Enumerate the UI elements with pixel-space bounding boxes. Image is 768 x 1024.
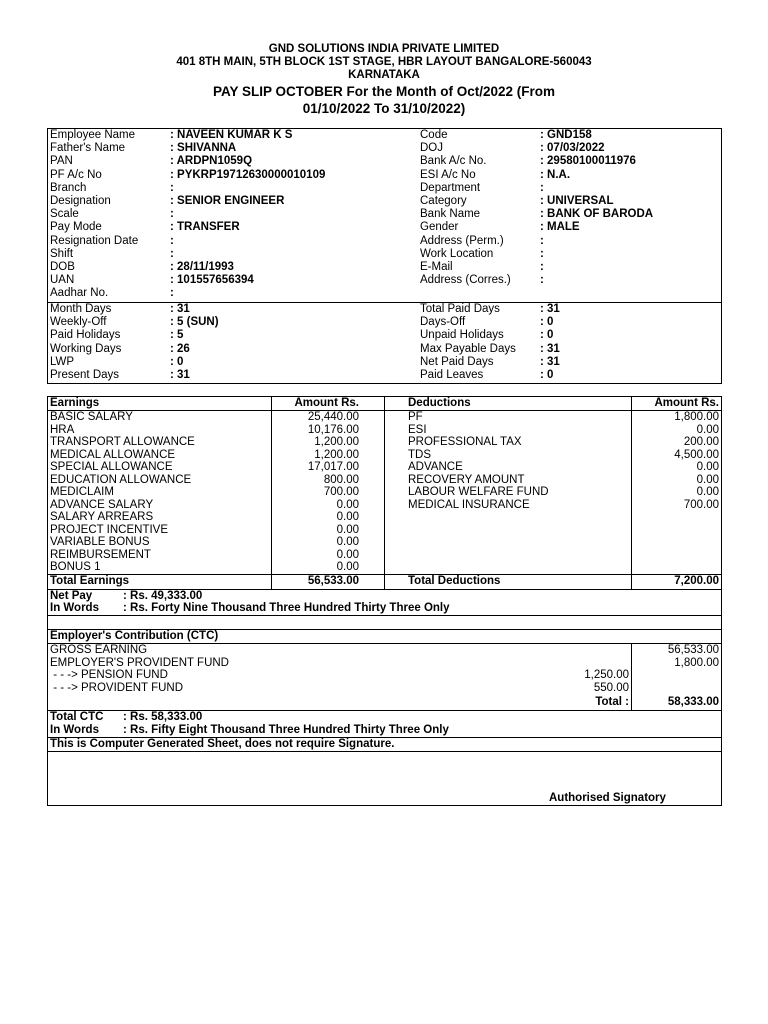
deduction-item-label: TDS: [408, 448, 431, 461]
earning-item-amount: 0.00: [336, 548, 359, 561]
total-ctc-label: Total CTC: [50, 711, 104, 723]
employee-field-label: DOB: [50, 261, 75, 273]
pension-fund-label: - - -> PENSION FUND: [50, 669, 168, 681]
net-pay-words-label: In Words: [50, 602, 99, 614]
attendance-value: : 5: [170, 329, 184, 342]
employer-pf-amount: 1,800.00: [674, 657, 719, 669]
divider: [47, 643, 722, 644]
total-ctc-value: : Rs. 58,333.00: [123, 711, 203, 723]
employee-field-value: : 07/03/2022: [540, 142, 605, 155]
company-state: KARNATAKA: [348, 69, 420, 81]
employee-field-label: Address (Perm.): [420, 234, 504, 247]
employee-field-label: Father's Name: [50, 142, 126, 155]
attendance-value: : 5 (SUN): [170, 316, 219, 329]
total-earnings-label: Total Earnings: [50, 575, 130, 587]
attendance-value: : 31: [170, 303, 190, 315]
deduction-item-label: LABOUR WELFARE FUND: [408, 486, 549, 498]
attendance-label: Total Paid Days: [420, 303, 500, 315]
attendance-label: Max Payable Days: [420, 342, 516, 355]
deduction-item-label: ESI: [408, 423, 427, 436]
earning-item-amount: 700.00: [323, 486, 359, 498]
earning-item-amount: 0.00: [336, 523, 359, 536]
employee-field-value: : SENIOR ENGINEER: [170, 195, 285, 207]
total-deductions-label: Total Deductions: [408, 575, 501, 587]
attendance-label: Days-Off: [420, 316, 466, 329]
earning-item-label: ADVANCE SALARY: [50, 498, 154, 511]
ctc-total-amount: 58,333.00: [667, 696, 719, 708]
employee-field-label: Bank Name: [420, 208, 481, 221]
earning-item-amount: 0.00: [336, 511, 359, 523]
authorised-signatory: Authorised Signatory: [549, 792, 666, 804]
gross-earning-label: GROSS EARNING: [50, 644, 148, 656]
employee-field-value: :: [540, 234, 544, 247]
employee-field-label: Designation: [50, 195, 111, 207]
earning-item-amount: 0.00: [336, 536, 359, 548]
employee-field-label: Branch: [50, 181, 87, 194]
employee-field-value: : 101557656394: [170, 274, 254, 287]
deduction-item-amount: 200.00: [683, 436, 719, 448]
earning-item-label: BONUS 1: [50, 561, 101, 573]
earning-item-label: MEDICLAIM: [50, 486, 114, 498]
employee-field-value: :: [540, 181, 544, 194]
attendance-value: : 0: [540, 316, 554, 329]
employee-field-value: : SHIVANNA: [170, 142, 237, 155]
employee-field-value: : MALE: [540, 221, 580, 234]
attendance-value: : 31: [540, 355, 560, 368]
employee-field-label: PF A/c No: [50, 168, 102, 181]
deductions-amount-header: Amount Rs.: [654, 397, 719, 409]
net-pay-words: : Rs. Forty Nine Thousand Three Hundred Thirty Three Only: [123, 602, 450, 614]
employee-field-value: :: [170, 234, 174, 247]
employee-field-label: Pay Mode: [50, 221, 102, 234]
attendance-label: Net Paid Days: [420, 355, 494, 368]
earnings-header: Earnings: [50, 397, 100, 409]
employee-field-label: Shift: [50, 247, 74, 260]
employer-pf-label: EMPLOYER'S PROVIDENT FUND: [50, 657, 229, 669]
employee-field-label: Scale: [50, 208, 79, 221]
ctc-words-label: In Words: [50, 724, 99, 736]
divider: [47, 574, 722, 575]
employee-field-label: Bank A/c No.: [420, 155, 487, 168]
attendance-label: Unpaid Holidays: [420, 329, 504, 342]
attendance-value: : 31: [540, 303, 560, 315]
earning-item-label: PROJECT INCENTIVE: [50, 523, 168, 536]
attendance-label: Paid Leaves: [420, 369, 484, 381]
deduction-item-amount: 0.00: [696, 486, 719, 498]
divider: [47, 302, 722, 303]
employee-field-label: PAN: [50, 155, 73, 168]
employee-field-label: ESI A/c No: [420, 168, 476, 181]
attendance-label: Working Days: [50, 342, 122, 355]
employee-field-value: : TRANSFER: [170, 221, 240, 234]
employee-field-label: Work Location: [420, 247, 494, 260]
deduction-item-amount: 0.00: [696, 473, 719, 486]
employee-field-value: : ARDPN1059Q: [170, 155, 253, 168]
employee-field-value: :: [540, 261, 544, 273]
payslip-period: 01/10/2022 To 31/10/2022): [302, 101, 466, 116]
employee-field-label: Code: [420, 129, 448, 141]
deduction-item-amount: 0.00: [696, 461, 719, 473]
attendance-value: : 31: [540, 342, 560, 355]
attendance-label: Month Days: [50, 303, 112, 315]
attendance-value: : 0: [540, 369, 554, 381]
earning-item-label: SALARY ARREARS: [50, 511, 154, 523]
ctc-heading: Employer's Contribution (CTC): [50, 630, 219, 642]
employee-field-value: : PYKRP19712630000010109: [170, 168, 326, 181]
employee-field-value: : GND158: [540, 129, 592, 141]
deductions-header: Deductions: [408, 397, 471, 409]
earning-item-amount: 800.00: [323, 473, 359, 486]
employee-field-value: :: [170, 181, 174, 194]
employee-field-label: Address (Corres.): [420, 274, 511, 287]
employee-field-label: Department: [420, 181, 481, 194]
employee-field-label: DOJ: [420, 142, 443, 155]
employee-field-value: : NAVEEN KUMAR K S: [170, 129, 293, 141]
employee-field-label: Aadhar No.: [50, 287, 109, 300]
employee-field-label: Employee Name: [50, 129, 136, 141]
employee-field-value: :: [540, 247, 544, 260]
employee-field-value: : BANK OF BARODA: [540, 208, 654, 221]
earning-item-label: HRA: [50, 423, 75, 436]
earning-item-label: MEDICAL ALLOWANCE: [50, 448, 176, 461]
attendance-value: : 31: [170, 369, 190, 381]
company-address: 401 8TH MAIN, 5TH BLOCK 1ST STAGE, HBR LAYOUT BANGALORE-560043: [176, 56, 592, 68]
company-name: GND SOLUTIONS INDIA PRIVATE LIMITED: [268, 43, 500, 55]
ctc-words: : Rs. Fifty Eight Thousand Three Hundred Thirty Three Only: [123, 724, 449, 736]
employee-field-label: Resignation Date: [50, 234, 139, 247]
attendance-value: : 0: [540, 329, 554, 342]
pension-fund-amount: 1,250.00: [584, 669, 629, 681]
ctc-total-label: Total :: [595, 696, 629, 708]
employee-field-value: :: [170, 247, 174, 260]
employee-field-value: :: [170, 287, 174, 300]
deduction-item-label: PF: [408, 411, 423, 423]
net-pay-label: Net Pay: [50, 590, 93, 602]
employee-field-value: : UNIVERSAL: [540, 195, 614, 207]
attendance-label: LWP: [50, 355, 75, 368]
employee-field-label: UAN: [50, 274, 75, 287]
employee-field-label: Category: [420, 195, 467, 207]
deduction-item-label: PROFESSIONAL TAX: [408, 436, 522, 448]
earning-item-amount: 1,200.00: [314, 436, 359, 448]
deduction-item-label: ADVANCE: [408, 461, 463, 473]
net-pay-value: : Rs. 49,333.00: [123, 590, 203, 602]
deduction-item-amount: 1,800.00: [674, 411, 719, 423]
provident-fund-amount: 550.00: [593, 682, 629, 694]
earning-item-amount: 17,017.00: [307, 461, 359, 473]
earnings-amount-header: Amount Rs.: [294, 397, 359, 409]
employee-field-value: :: [170, 208, 174, 221]
computer-generated-note: This is Computer Generated Sheet, does not require Signature.: [50, 738, 395, 750]
employee-field-value: : N.A.: [540, 168, 571, 181]
earning-item-label: TRANSPORT ALLOWANCE: [50, 436, 195, 448]
earning-item-label: VARIABLE BONUS: [50, 536, 150, 548]
employee-field-label: E-Mail: [420, 261, 453, 273]
earning-item-label: EDUCATION ALLOWANCE: [50, 473, 192, 486]
divider: [384, 396, 385, 589]
earning-item-amount: 1,200.00: [314, 448, 359, 461]
deduction-item-amount: 0.00: [696, 423, 719, 436]
attendance-value: : 0: [170, 355, 184, 368]
deduction-item-label: MEDICAL INSURANCE: [408, 498, 530, 511]
divider: [47, 751, 722, 752]
deduction-item-amount: 4,500.00: [674, 448, 719, 461]
payslip-title: PAY SLIP OCTOBER For the Month of Oct/2022 (From: [212, 84, 556, 99]
employee-field-value: : 29580100011976: [540, 155, 636, 168]
deduction-item-label: RECOVERY AMOUNT: [408, 473, 525, 486]
earning-item-amount: 0.00: [336, 498, 359, 511]
employee-field-label: Gender: [420, 221, 459, 234]
earning-item-label: BASIC SALARY: [50, 411, 133, 423]
attendance-label: Paid Holidays: [50, 329, 121, 342]
earning-item-label: SPECIAL ALLOWANCE: [50, 461, 173, 473]
provident-fund-label: - - -> PROVIDENT FUND: [50, 682, 184, 694]
employee-field-value: :: [540, 274, 544, 287]
divider: [47, 615, 722, 616]
earning-item-amount: 25,440.00: [307, 411, 359, 423]
gross-earning-amount: 56,533.00: [667, 644, 719, 656]
employee-field-value: : 28/11/1993: [170, 261, 234, 273]
earning-item-amount: 10,176.00: [307, 423, 359, 436]
deduction-item-amount: 700.00: [683, 498, 719, 511]
total-earnings-amount: 56,533.00: [307, 575, 359, 587]
attendance-value: : 26: [170, 342, 190, 355]
attendance-label: Present Days: [50, 369, 120, 381]
total-deductions-amount: 7,200.00: [674, 575, 719, 587]
attendance-label: Weekly-Off: [50, 316, 107, 329]
earning-item-amount: 0.00: [336, 561, 359, 573]
earning-item-label: REIMBURSEMENT: [50, 548, 151, 561]
